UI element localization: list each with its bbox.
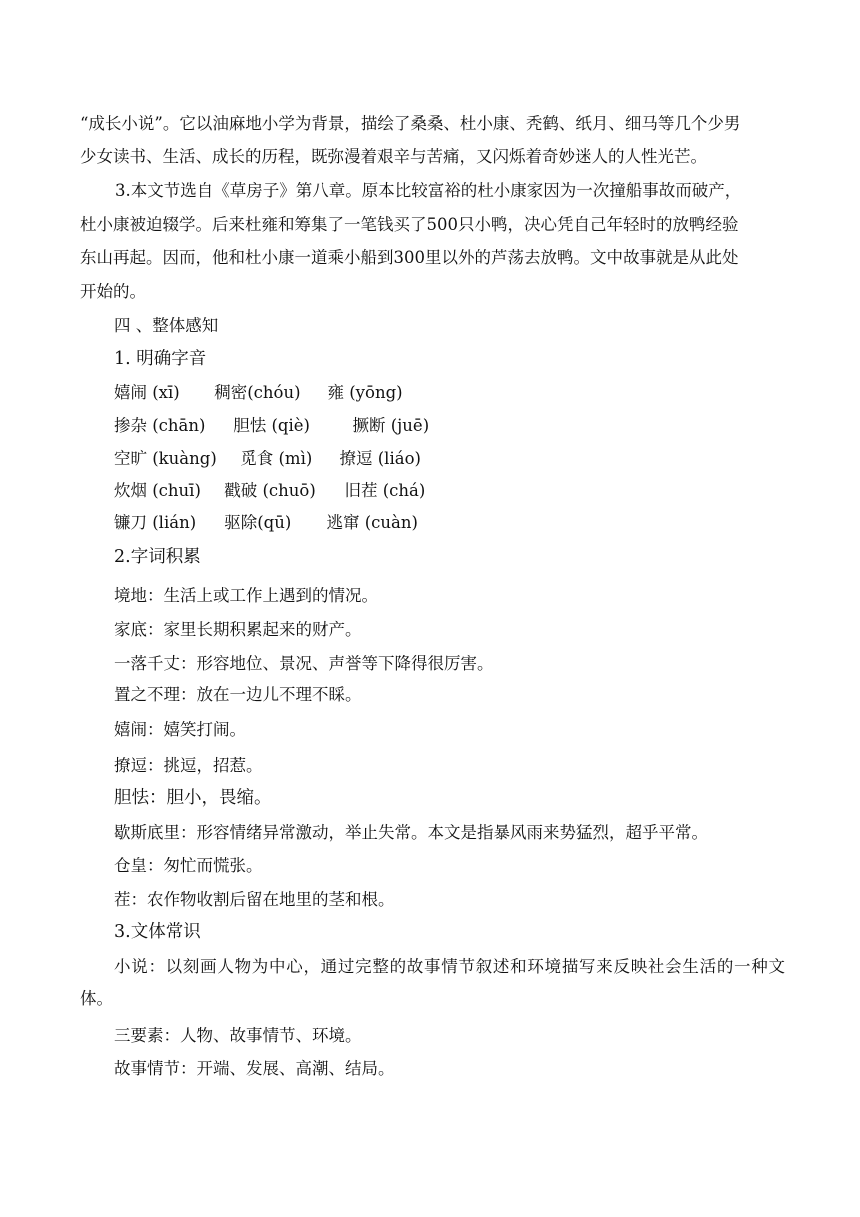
note3-line-4: 开始的。 [80, 282, 146, 301]
vocab-item: 一落千丈：形容地位、景况、声誉等下降得很厉害。 [114, 654, 494, 673]
pinyin-item: 雍 (yōng) [327, 383, 403, 402]
pinyin-item: 掺杂 (chān) [114, 416, 206, 435]
pinyin-item: 撅断 (juē) [352, 416, 430, 435]
pinyin-item: 逃窜 (cuàn) [326, 513, 418, 532]
pinyin-item: 胆怯 (qiè) [233, 416, 310, 435]
subheading-pronunciation: 1. 明确字音 [114, 349, 207, 369]
vocab-item: 境地：生活上或工作上遇到的情况。 [114, 586, 378, 605]
subheading-genre: 3.文体常识 [114, 922, 201, 942]
genre-definition: 小说：以刻画人物为中心，通过完整的故事情节叙述和环境描写来反映社会生活的一种文体。 [80, 957, 785, 1008]
pinyin-item: 嬉闹 (xī) [114, 383, 180, 402]
vocab-item: 胆怯：胆小，畏缩。 [114, 788, 272, 808]
vocab-item: 家底：家里长期积累起来的财产。 [114, 620, 362, 639]
note3-line-3: 东山再起。因而，他和杜小康一道乘小船到300里以外的芦荡去放鸭。文中故事就是从此处 [80, 248, 739, 267]
pinyin-row [114, 507, 819, 539]
pinyin-item: 稠密(chóu) [214, 383, 301, 402]
pinyin-item: 觅食 (mì) [240, 449, 313, 468]
pinyin-item: 撩逗 (liáo) [339, 449, 421, 468]
pinyin-item: 炊烟 (chuī) [114, 481, 201, 500]
pinyin-row [114, 410, 819, 442]
pinyin-row [114, 475, 819, 507]
vocab-item: 仓皇：匆忙而慌张。 [114, 856, 263, 875]
pinyin-item: 驱除(qū) [224, 513, 292, 532]
vocab-item: 置之不理：放在一边儿不理不睬。 [114, 685, 362, 704]
section-title-overall: 四 、整体感知 [114, 316, 219, 335]
pinyin-item: 旧茬 (chá) [344, 481, 426, 500]
pinyin-row [114, 443, 819, 475]
vocab-item: 嬉闹：嬉笑打闹。 [114, 720, 246, 739]
genre-plot: 故事情节：开端、发展、高潮、结局。 [114, 1059, 395, 1078]
subheading-vocabulary: 2.字词积累 [114, 547, 201, 567]
vocab-item: 撩逗：挑逗，招惹。 [114, 756, 263, 775]
vocab-item: 茬：农作物收割后留在地里的茎和根。 [114, 890, 395, 909]
pinyin-item: 戳破 (chuō) [224, 481, 316, 500]
intro-line-1: “成长小说”。它以油麻地小学为背景，描绘了桑桑、杜小康、秃鹤、纸月、细马等几个少男 [80, 114, 741, 133]
intro-line-2: 少女读书、生活、成长的历程，既弥漫着艰辛与苦痛，又闪烁着奇妙迷人的人性光芒。 [80, 147, 707, 166]
genre-elements: 三要素：人物、故事情节、环境。 [114, 1026, 362, 1045]
note3-line-1: 3.本文节选自《草房子》第八章。原本比较富裕的杜小康家因为一次撞船事故而破产， [115, 181, 742, 200]
note3-line-2: 杜小康被迫辍学。后来杜雍和筹集了一笔钱买了500只小鸭，决心凭自己年轻时的放鸭经验 [80, 215, 739, 234]
pinyin-item: 空旷 (kuàng) [114, 449, 217, 468]
pinyin-row [114, 377, 819, 409]
vocab-item: 歇斯底里：形容情绪异常激动，举止失常。本文是指暴风雨来势猛烈，超乎平常。 [114, 823, 708, 842]
pinyin-item: 镰刀 (lián) [114, 513, 197, 532]
